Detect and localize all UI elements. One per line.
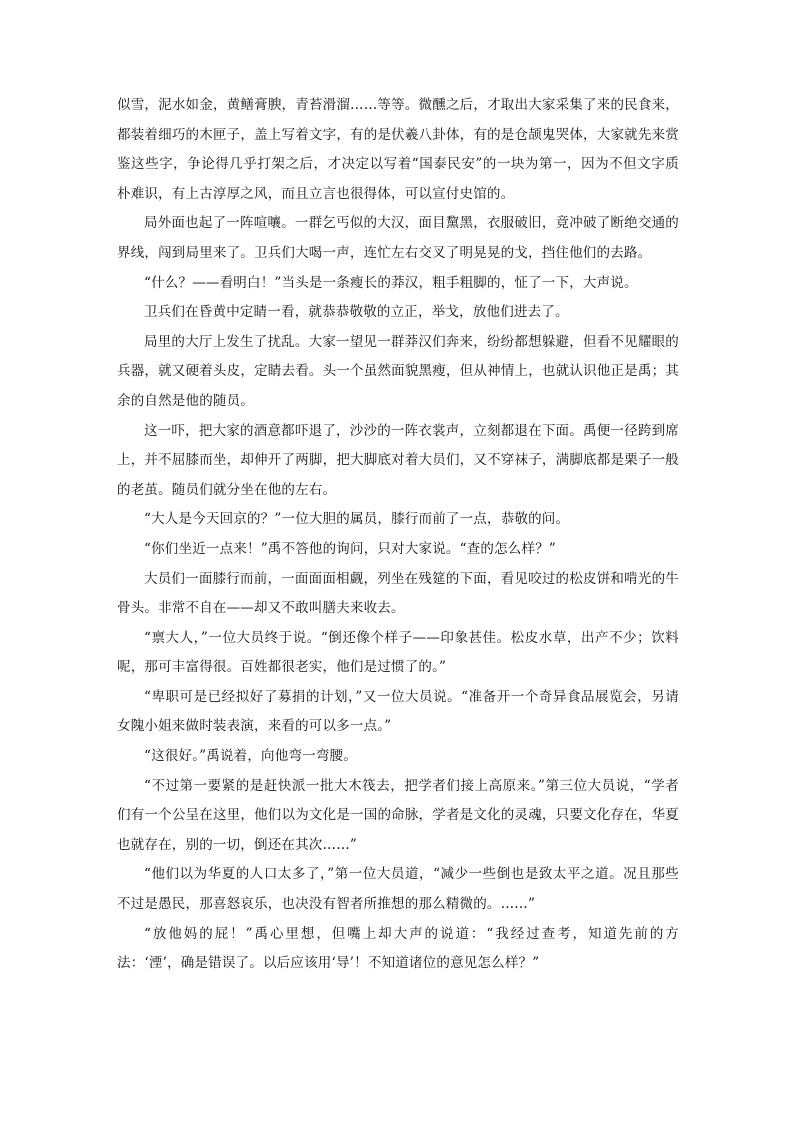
paragraph: “大人是今天回京的？”一位大胆的属员，膝行而前了一点，恭敬的问。 [144,511,570,528]
paragraph: 局外面也起了一阵喧嚷。一群乞丐似的大汉，面目黧黑，衣服破旧，竟冲破了断绝交通的界线，闯到局里来了。卫兵们大喝一声，连忙左右交叉了明晃晃的戈，挡住他们的去路。 [117,215,679,261]
document-body [117,91,679,979]
paragraph: “不过第一要紧的是赶快派一批大木筏去，把学者们接上高原来。”第三位大员说，“学者们有一个公呈在这里，他们以为文化是一国的命脉，学者是文化的灵魂，只要文化存在，华夏也就存在，别的一切，倒还在其次……” [117,777,679,853]
paragraph: 大员们一面膝行而前，一面面面相觑，列坐在残筵的下面，看见咬过的松皮饼和啃光的牛骨头。非常不自在——却又不敢叫膳夫来收去。 [117,570,679,617]
paragraph: “放他妈的屁！”禹心里想，但嘴上却大声的说道：“我经过查考，知道先前的方法：‘湮’，确是错误了。以后应该用‘导’！不知道诸位的意见怎么样？” [117,925,679,972]
paragraph: 这一吓，把大家的酒意都吓退了，沙沙的一阵衣裳声，立刻都退在下面。禹便一径跨到席上，并不屈膝而坐，却伸开了两脚，把大脚底对着大员们，又不穿袜子，满脚底都是栗子一般的老茧。随员们就分坐在他的左右。 [117,422,679,498]
paragraph: “卑职可是已经拟好了募捐的计划，”又一位大员说。“准备开一个奇异食品展览会，另请女隗小姐来做时装表演，来看的可以多一点。” [117,688,679,735]
paragraph: “他们以为华夏的人口太多了，”第一位大员道，“减少一些倒也是致太平之道。况且那些不过是愚民，那喜怒哀乐，也决没有智者所推想的那么精微的。……” [117,866,679,913]
paragraph: “什么？——看明白！”当头是一条瘦长的莽汉，粗手粗脚的，怔了一下，大声说。 [144,274,638,291]
paragraph-continuation: 似雪，泥水如金，黄鳝膏腴，青苔滑溜……等等。微醺之后，才取出大家采集了来的民食来，都装着细巧的木匣子，盖上写着文字，有的是伏羲八卦体，有的是仓颉鬼哭体，大家就先来赏鉴这些字，争论得几乎打架之后，才决定以写着“国泰民安”的一块为第一，因为不但文字质朴难识，有上古淳厚之风，而且立言也很得体，可以宣付史馆的。 [117,97,679,202]
paragraph: 卫兵们在昏黄中定睛一看，就恭恭敬敬的立正，举戈，放他们进去了。 [144,304,569,321]
paragraph: “这很好。”禹说着，向他弯一弯腰。 [144,748,357,765]
paragraph: “你们坐近一点来！”禹不答他的询问，只对大家说。“查的怎么样？” [144,540,557,557]
paragraph: “禀大人，”一位大员终于说。“倒还像个样子——印象甚佳。松皮水草，出产不少；饮料呢，那可丰富得很。百姓都很老实，他们是过惯了的。” [117,629,679,676]
paragraph: 局里的大厅上发生了扰乱。大家一望见一群莽汉们奔来，纷纷都想躲避，但看不见耀眼的兵器，就又硬着头皮，定睛去看。头一个虽然面貌黑瘦，但从神情上，也就认识他正是禹；其余的自然是他的随员。 [117,333,679,409]
